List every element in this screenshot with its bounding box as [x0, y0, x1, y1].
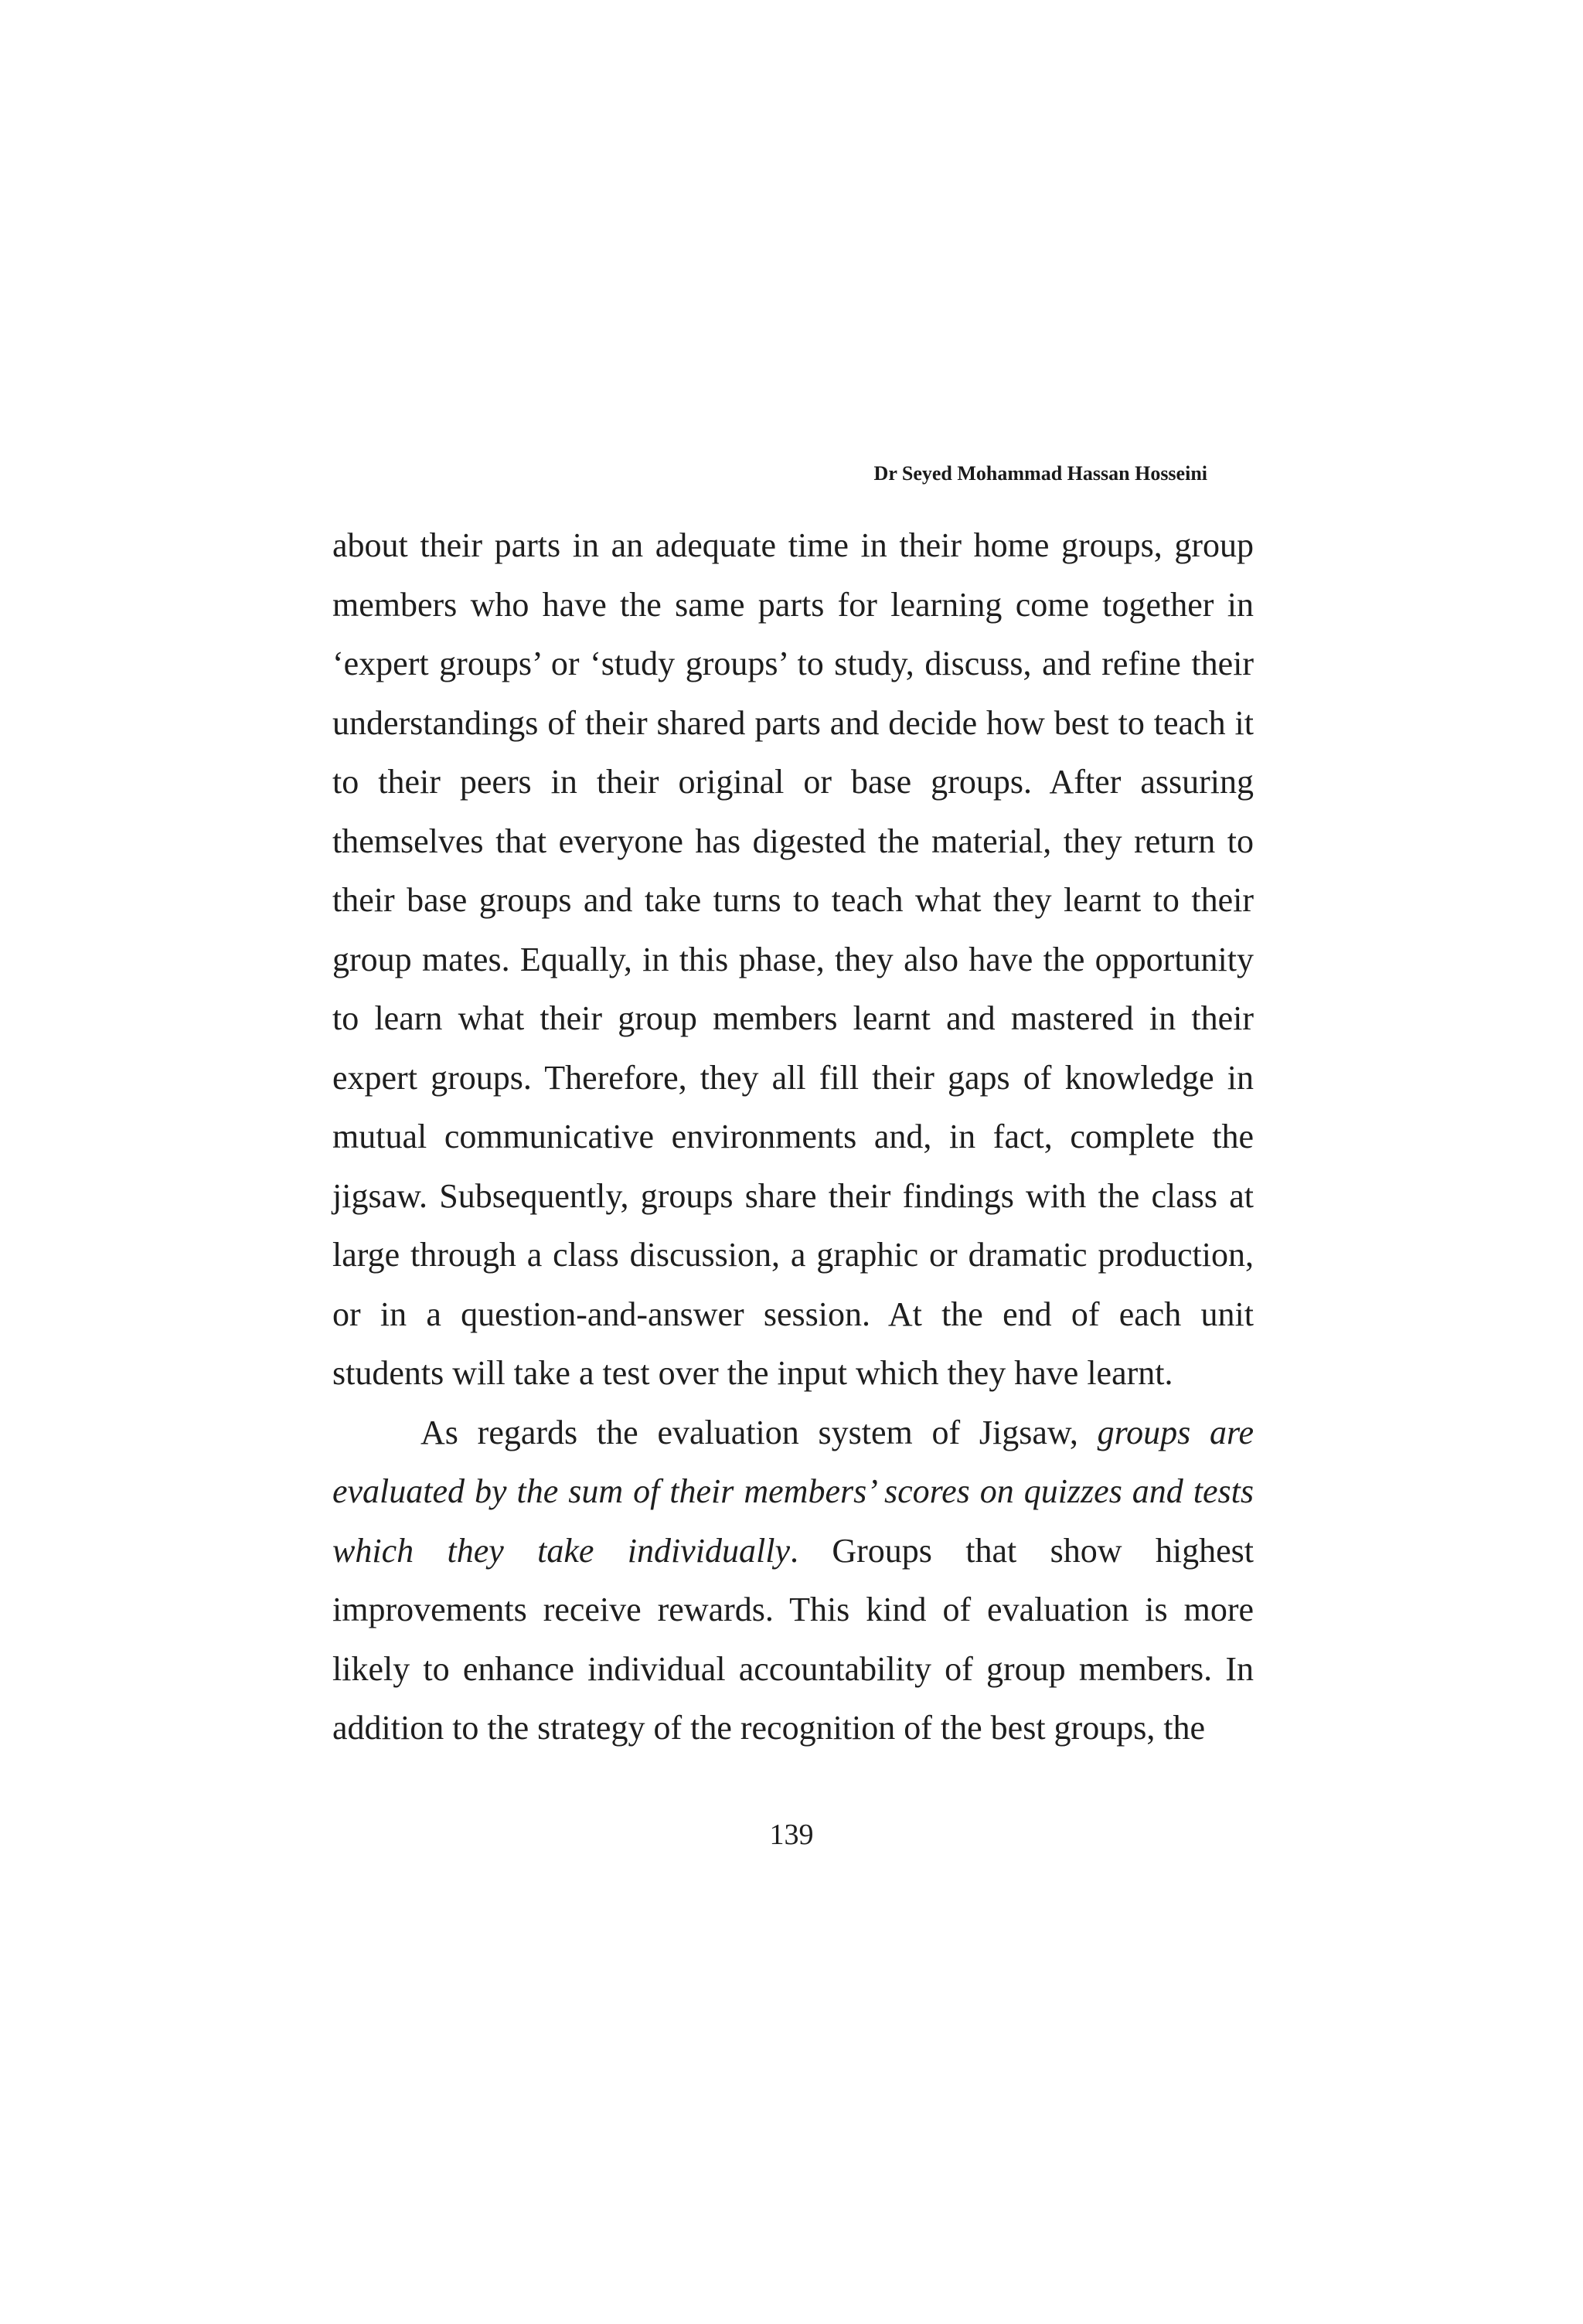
body-text — [332, 516, 1254, 1758]
paragraph-evaluation — [332, 1404, 1254, 1758]
paragraph-evaluation-rest: . Groups that show highest improvements receive rewards. This kind of evaluation is more likely to enhance individual accountability of group members. In addition to the strategy of the recognition of the best groups, the — [332, 1531, 1254, 1747]
page-number: 139 — [769, 1819, 814, 1851]
paragraph-evaluation-emphasis: groups are evaluated by the sum of their members’ scores on quizzes and tests which they take individually — [332, 1413, 1254, 1570]
running-header-author: Dr Seyed Mohammad Hassan Hosseini — [873, 462, 1207, 485]
paragraph-evaluation-lead: As regards the evaluation system of Jigsaw, — [420, 1413, 1098, 1451]
paragraph-continued: about their parts in an adequate time in their home groups, group members who have the same parts for learning come together in ‘expert groups’ or ‘study groups’ to study, discuss, and refine their understandings of their shared parts and decide how best to teach it to their peers in their original or base groups. After assuring themselves that everyone has digested the material, they return to their base groups and take turns to teach what they learnt to their group mates. Equally, in this phase, they also have the opportunity to learn what their group members learnt and mastered in their expert groups. Therefore, they all fill their gaps of knowledge in mutual communicative environments and, in fact, complete the jigsaw. Subsequently, groups share their findings with the class at large through a class discussion, a graphic or dramatic production, or in a question-and-answer session. At the end of each unit students will take a test over the input which they have learnt. — [332, 526, 1254, 1392]
